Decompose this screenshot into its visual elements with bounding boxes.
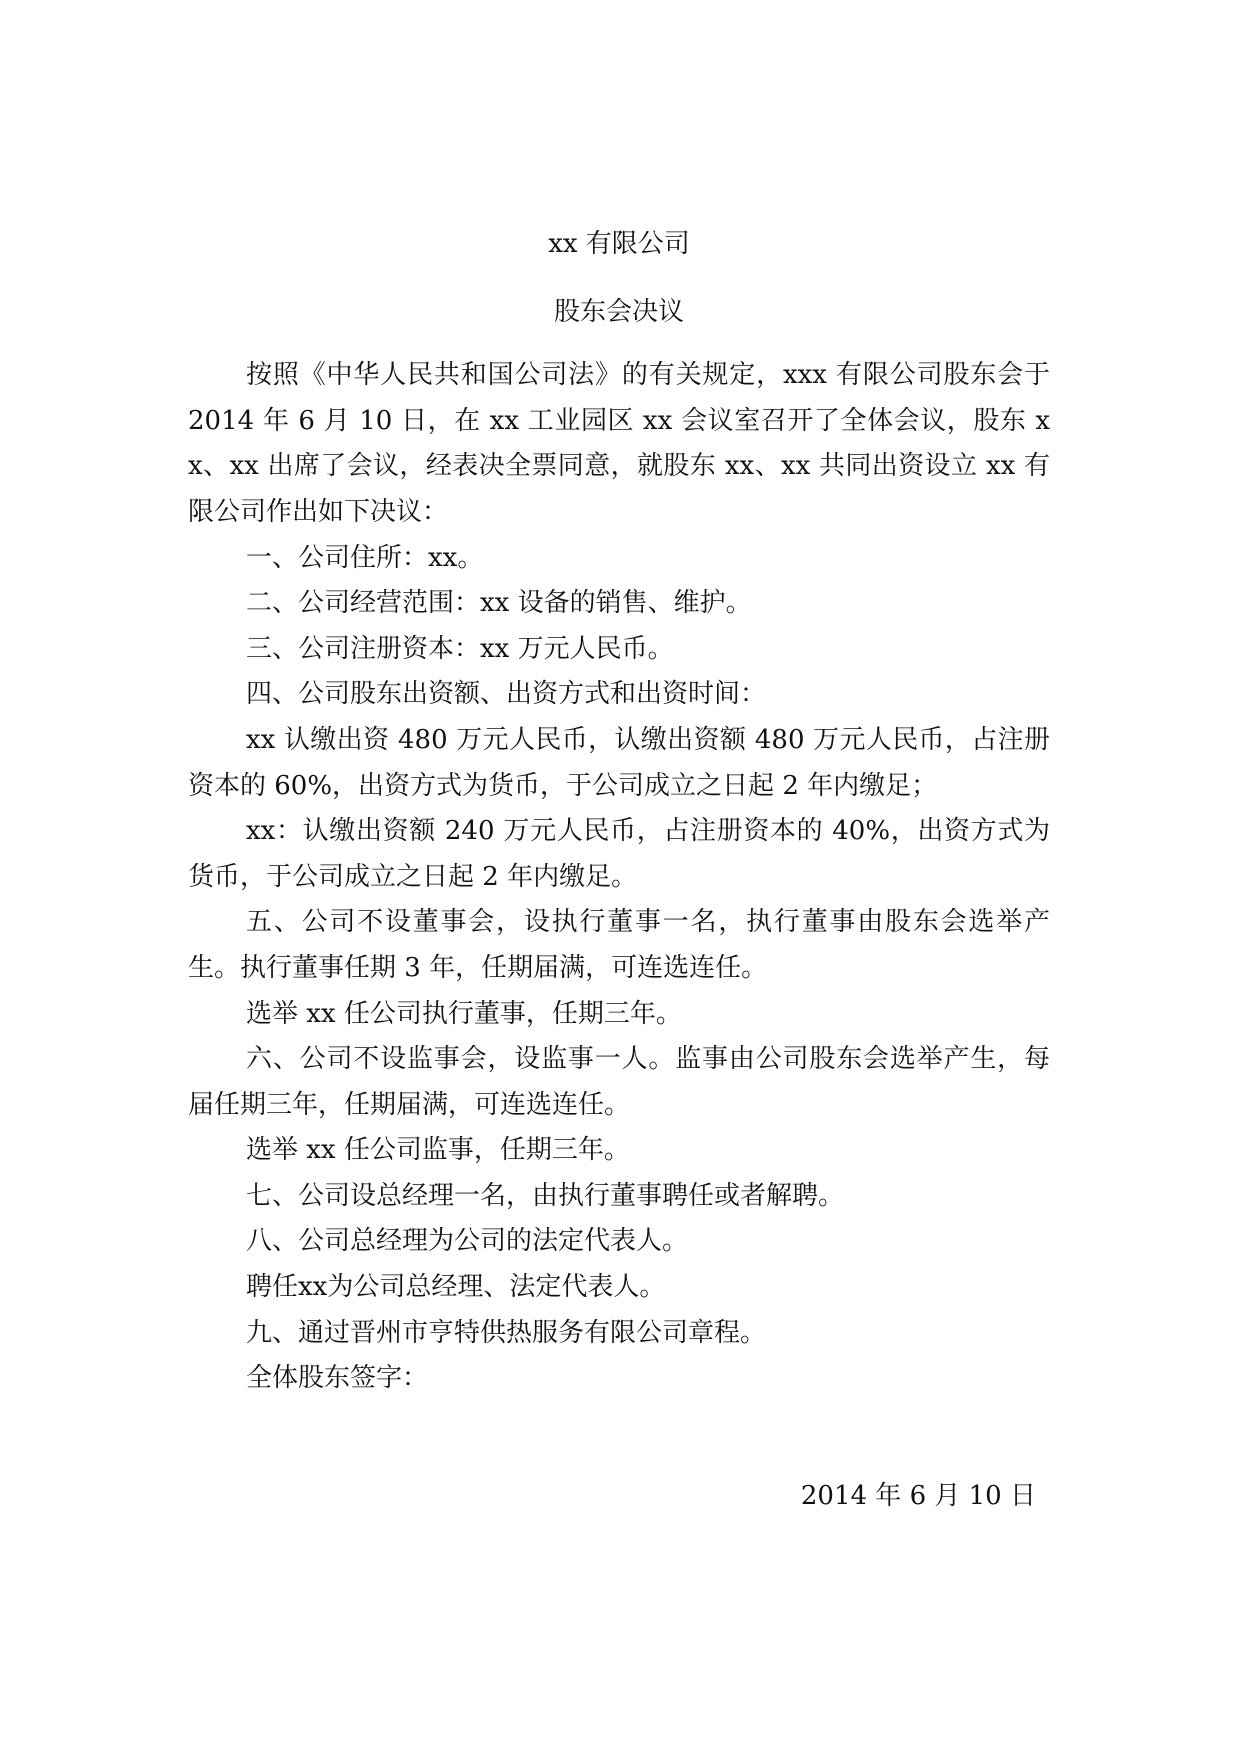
- shareholder-contribution-2: xx：认缴出资额 240 万元人民币，占注册资本的 40%，出资方式为货币，于公司成立之日起 2 年内缴足。: [188, 816, 1050, 892]
- resolution-capital-contribution: 四、公司股东出资额、出资方式和出资时间：: [246, 679, 767, 710]
- document-subtitle: 股东会决议: [553, 296, 684, 327]
- resolution-address: 一、公司住所：xx。: [246, 542, 484, 573]
- resolution-executive-director: 五、公司不设董事会，设执行董事一名，执行董事由股东会选举产生。执行董事任期 3 年，任期届满，可连选连任。: [188, 907, 1050, 983]
- document-body: [188, 222, 1050, 1519]
- signature-space: [188, 1402, 1050, 1474]
- shareholder-contribution-1: xx 认缴出资 480 万元人民币，认缴出资额 480 万元人民币，占注册资本的 60%，出资方式为货币，于公司成立之日起 2 年内缴足；: [188, 724, 1050, 801]
- document-date: 2014 年 6 月 10 日: [800, 1480, 1036, 1511]
- director-election: 选举 xx 任公司执行董事，任期三年。: [246, 998, 682, 1029]
- resolution-articles: 九、通过晋州市亨特供热服务有限公司章程。: [246, 1317, 767, 1348]
- manager-appointment: 聘任xx为公司总经理、法定代表人。: [246, 1272, 666, 1303]
- resolution-registered-capital: 三、公司注册资本：xx 万元人民币。: [246, 633, 674, 664]
- resolution-business-scope: 二、公司经营范围：xx 设备的销售、维护。: [246, 588, 752, 619]
- resolution-supervisor: 六、公司不设监事会，设监事一人。监事由公司股东会选举产生，每届任期三年，任期届满，可连选连任。: [188, 1044, 1050, 1120]
- intro-paragraph: 按照《中华人民共和国公司法》的有关规定，xxx 有限公司股东会于 2014 年 6 月 10 日，在 xx 工业园区 xx 会议室召开了全体会议，股东 xx、xx 出席了会议，经表决全票同意，就股东 xx、xx 共同出资设立 xx 有限公司作出如下决议：: [188, 360, 1050, 527]
- supervisor-election: 选举 xx 任公司监事，任期三年。: [246, 1135, 630, 1166]
- document-title: xx 有限公司: [548, 229, 690, 259]
- resolution-legal-representative: 八、公司总经理为公司的法定代表人。: [246, 1226, 689, 1257]
- resolution-general-manager: 七、公司设总经理一名，由执行董事聘任或者解聘。: [246, 1180, 845, 1211]
- signature-line: 全体股东签字：: [246, 1363, 429, 1394]
